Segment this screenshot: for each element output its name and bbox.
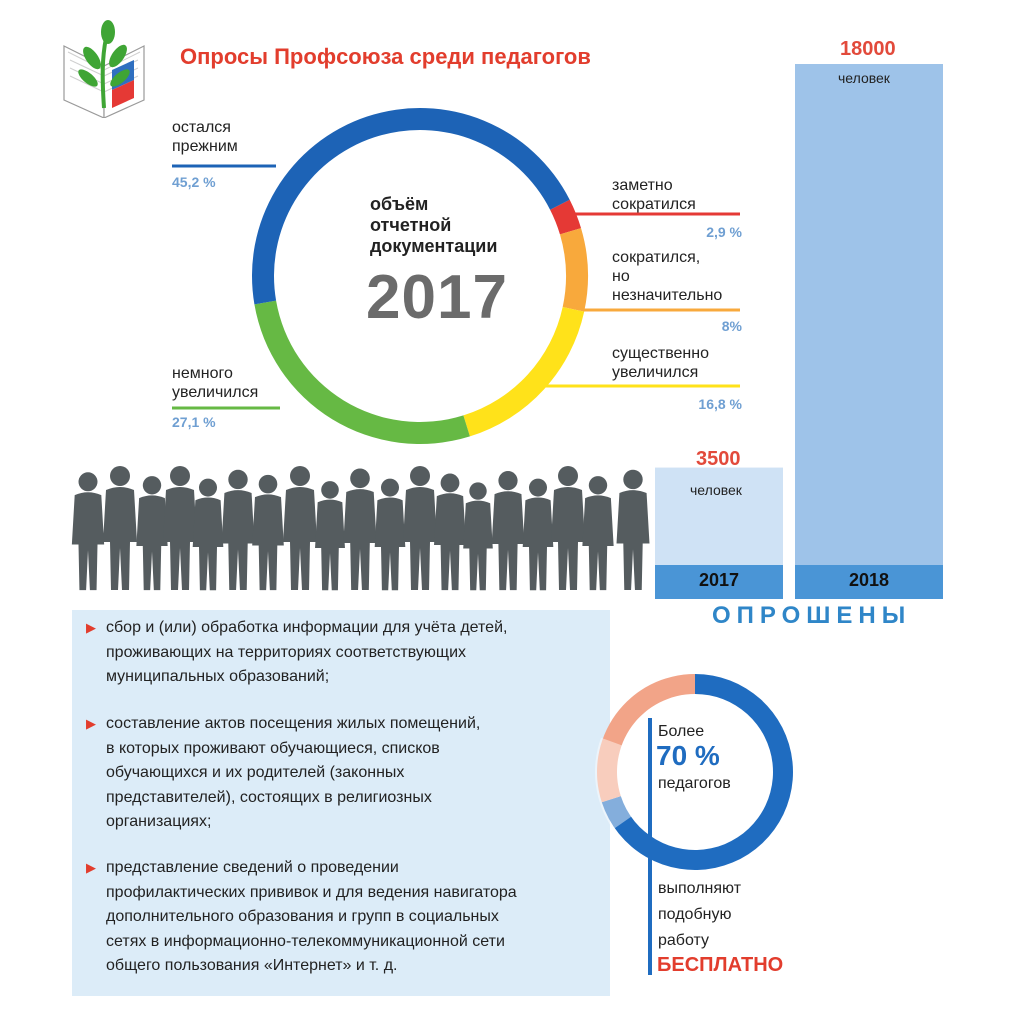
slice-value-slightly-increased: 27,1 % xyxy=(172,414,216,430)
person-silhouette xyxy=(403,466,437,590)
crowd-silhouette-image xyxy=(68,462,668,592)
person-silhouette xyxy=(193,479,224,591)
center-title-line-3: документации xyxy=(370,236,498,256)
bar-unit-2018: человек xyxy=(838,70,890,86)
slice-value-noticeably-decreased: 2,9 % xyxy=(706,224,742,240)
bar-unit-2017: человек xyxy=(690,482,742,498)
small-donut-caption: выполняют подобную работу xyxy=(658,880,742,949)
bar-value-2018: 18000 xyxy=(840,38,896,60)
center-title-line-1: объём xyxy=(370,194,429,214)
donut-center-title xyxy=(370,194,520,257)
person-silhouette xyxy=(222,470,255,590)
bar-2018 xyxy=(795,64,943,565)
person-silhouette xyxy=(103,466,137,590)
person-silhouette xyxy=(582,476,613,590)
person-silhouette xyxy=(283,466,317,590)
slice-label-unchanged: остался прежним xyxy=(172,119,238,155)
bar-value-2017: 3500 xyxy=(696,448,741,470)
surveyed-bar-chart xyxy=(640,0,970,605)
duties-list xyxy=(72,610,610,996)
slice-value-unchanged: 45,2 % xyxy=(172,174,216,190)
slice-slightly-decreased xyxy=(560,228,588,312)
small-donut-value: 70 % xyxy=(656,740,720,771)
list-item: ▶ сбор и (или) обработка информации для учёта детей, проживающих на территориях соответствующих муниципальных образований; xyxy=(86,616,606,690)
surveyed-caption: ОПРОШЕНЫ xyxy=(712,602,912,629)
person-silhouette xyxy=(375,479,406,591)
person-silhouette xyxy=(72,472,104,590)
donut-center-year: 2017 xyxy=(366,263,508,332)
bar-category-2018: 2018 xyxy=(848,570,890,590)
small-donut-highlight xyxy=(595,738,633,830)
free-emphasis: БЕСПЛАТНО xyxy=(657,954,784,976)
slice-label-slightly-decreased: сократился, но незначительно xyxy=(612,249,723,304)
list-item: ▶ представление сведений о проведении профилактических прививок и для ведения навигатора дополнительного образования и групп в социальных сетях в информационно-телекоммуникационной сети общего пользования «Интернет» и т. д. xyxy=(86,856,606,979)
center-title-line-2: отчетной xyxy=(370,215,452,235)
slice-label-slightly-increased: немного увеличился xyxy=(172,365,259,401)
person-silhouette xyxy=(252,475,284,590)
person-silhouette xyxy=(463,482,493,590)
list-item: ▶ составление актов посещения жилых помещений, в которых проживают обучающиеся, списков обучающихся и их родителей (законных представителей), состоящих в религиозных организациях; xyxy=(86,712,606,835)
person-silhouette xyxy=(343,469,376,591)
small-donut-top-text: Более xyxy=(658,723,705,740)
slice-label-noticeably-decreased: заметно сократился xyxy=(612,177,696,213)
person-silhouette xyxy=(523,479,554,591)
bar-category-2017: 2017 xyxy=(698,570,740,590)
triangle-bullet-icon: ▶ xyxy=(86,716,96,731)
person-silhouette xyxy=(315,481,345,590)
slice-label-significantly-increased: существенно увеличился xyxy=(612,345,709,381)
page-title: Опросы Профсоюза среди педагогов xyxy=(180,44,591,69)
person-silhouette xyxy=(136,476,167,590)
person-silhouette xyxy=(551,466,585,590)
slice-value-significantly-increased: 16,8 % xyxy=(698,396,742,412)
person-silhouette xyxy=(434,474,466,591)
person-silhouette xyxy=(163,466,197,590)
triangle-bullet-icon: ▶ xyxy=(86,860,96,875)
person-silhouette xyxy=(492,471,525,590)
triangle-bullet-icon: ▶ xyxy=(86,620,96,635)
small-donut-bottom-text: педагогов xyxy=(658,775,731,792)
slice-value-slightly-decreased: 8% xyxy=(721,318,742,334)
